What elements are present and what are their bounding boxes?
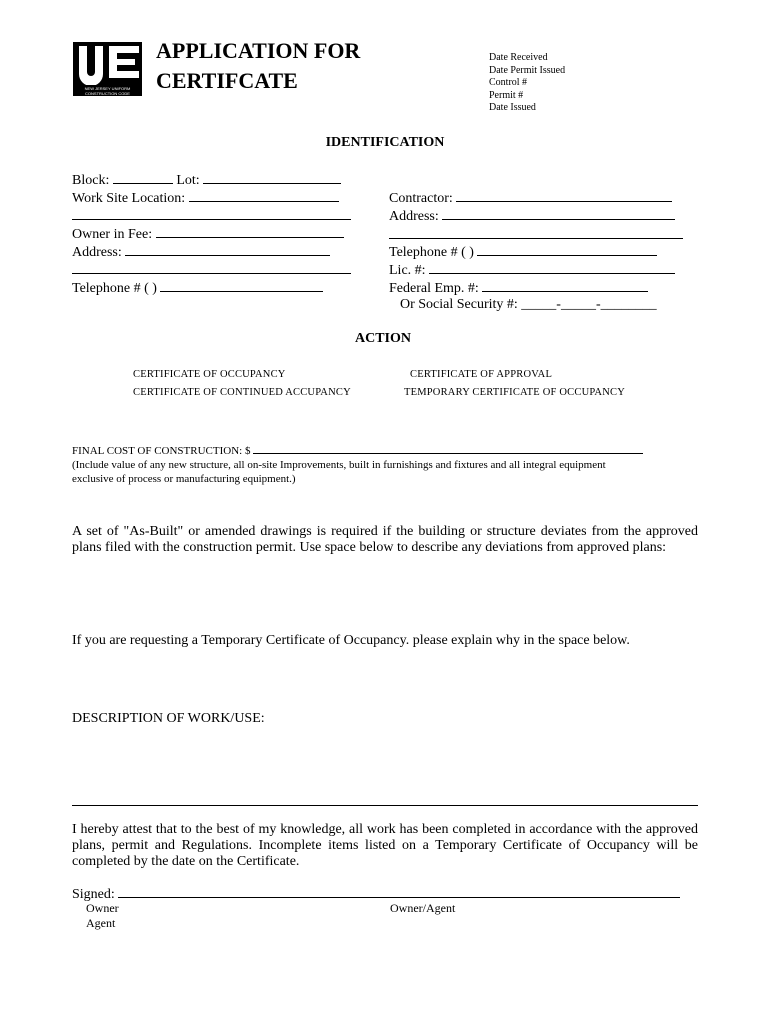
description-label: DESCRIPTION OF WORK/USE: (72, 711, 265, 726)
contractor-telephone-label: Telephone # ( ) (389, 245, 474, 260)
owner-address-field[interactable] (125, 242, 330, 256)
date-issued-label: Date Issued (489, 102, 536, 113)
owner-address-field-line-2[interactable] (72, 259, 351, 274)
cost-field[interactable] (253, 443, 643, 454)
office-use-block (489, 52, 565, 115)
block-field[interactable] (113, 170, 173, 184)
date-permit-issued-label: Date Permit Issued (489, 64, 566, 76)
lic-field[interactable] (429, 260, 675, 274)
svg-text:CONSTRUCTION CODE: CONSTRUCTION CODE (85, 91, 130, 96)
form-title (156, 36, 360, 96)
title-line-1: APPLICATION FOR (156, 38, 361, 63)
federal-label: Federal Emp. #: (389, 281, 479, 296)
role-agent: Agent (86, 916, 116, 930)
cost-section (72, 443, 643, 486)
owner-address-label: Address: (72, 245, 122, 260)
title-line-2: CERTIFCATE (156, 68, 298, 93)
owner-telephone-row (72, 278, 323, 298)
option-certificate-of-occupancy[interactable]: CERTIFICATE OF OCCUPANCY (133, 369, 286, 380)
ucc-logo (73, 42, 142, 96)
owner-field[interactable] (156, 224, 344, 238)
permit-number-label: Permit # (489, 89, 524, 101)
cost-label: FINAL COST OF CONSTRUCTION: $ (72, 445, 251, 457)
as-built-paragraph: A set of "As-Built" or amended drawings is required if the building or structure deviates from the approved plans filed with the construction permit. Use space below to describe any deviations from approved plans: (72, 524, 698, 555)
block-lot-row (72, 170, 341, 190)
signature-row (72, 884, 680, 904)
lot-label: Lot: (176, 173, 200, 188)
attestation-paragraph: I hereby attest that to the best of my knowledge, all work has been completed in accordance with the approved plans, permit and Regulations. Incomplete items listed on a Temporary Certificate of Occupancy will be completed by the date on the Certificate. (72, 822, 698, 869)
ssn-field[interactable]: Or Social Security #: _____-_____-________ (400, 297, 657, 312)
contractor-address-field[interactable] (442, 206, 675, 220)
federal-field[interactable] (482, 278, 648, 292)
contractor-label: Contractor: (389, 191, 453, 206)
divider (72, 805, 698, 806)
option-certificate-of-approval[interactable]: CERTIFICATE OF APPROVAL (410, 369, 553, 380)
contractor-telephone-row (389, 242, 657, 262)
contractor-row (389, 188, 672, 208)
lic-label: Lic. #: (389, 263, 426, 278)
description-area[interactable] (72, 730, 698, 802)
logo-text: NEW JERSEY UNIFORM (84, 86, 131, 91)
signed-label: Signed: (72, 887, 115, 902)
owner-row (72, 224, 344, 244)
work-site-field[interactable] (189, 188, 339, 202)
date-received-label: Date Received (489, 52, 548, 63)
contractor-address-label: Address: (389, 209, 439, 224)
work-site-field-line-2[interactable] (72, 205, 351, 220)
owner-telephone-field[interactable] (160, 278, 323, 292)
temporary-paragraph: If you are requesting a Temporary Certificate of Occupancy. please explain why in the space below. (72, 633, 630, 648)
lot-field[interactable] (203, 170, 341, 184)
control-number-label: Control # (489, 77, 528, 88)
contractor-field[interactable] (456, 188, 672, 202)
role-owner: Owner (86, 901, 119, 915)
action-heading: ACTION (355, 331, 412, 346)
contractor-address-field-line-2[interactable] (389, 224, 683, 239)
deviations-area[interactable] (72, 580, 698, 628)
owner-telephone-label: Telephone # ( ) (72, 281, 157, 296)
work-site-label: Work Site Location: (72, 191, 186, 206)
contractor-address-row (389, 206, 675, 226)
owner-label: Owner in Fee: (72, 227, 153, 242)
option-temporary-certificate[interactable]: TEMPORARY CERTIFICATE OF OCCUPANCY (404, 387, 625, 398)
signature-roles-left (86, 901, 119, 931)
identification-heading: IDENTIFICATION (325, 135, 445, 150)
role-owner-agent: Owner/Agent (390, 901, 456, 915)
contractor-telephone-field[interactable] (477, 242, 657, 256)
block-label: Block: (72, 173, 110, 188)
federal-row (389, 278, 648, 298)
option-continued-occupancy[interactable]: CERTIFICATE OF CONTINUED ACCUPANCY (133, 387, 351, 398)
signature-field[interactable] (118, 884, 680, 898)
cost-note-2: exclusive of process or manufacturing equipment.) (72, 473, 296, 485)
cost-note-1: (Include value of any new structure, all on-site Improvements, built in furnishings and fixtures and all integral equipment (72, 459, 606, 471)
temporary-reason-area[interactable] (72, 652, 698, 702)
lic-row (389, 260, 675, 280)
